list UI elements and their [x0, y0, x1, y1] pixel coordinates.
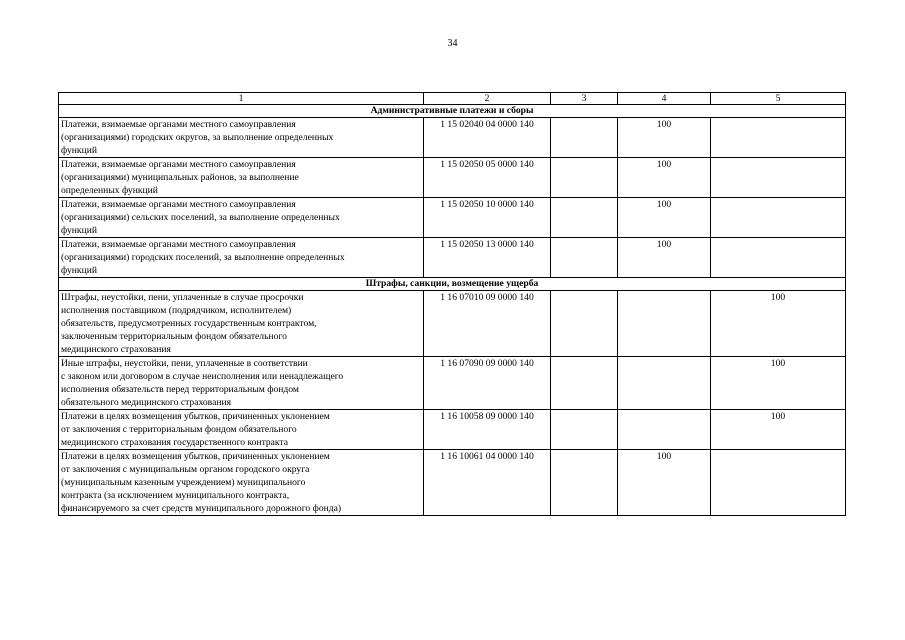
column-header: 2 [424, 93, 551, 105]
budget-code: 1 15 02050 13 0000 140 [424, 238, 551, 278]
table-row [59, 158, 846, 198]
col4-value: 100 [618, 118, 711, 158]
column-header: 3 [551, 93, 618, 105]
budget-code: 1 15 02040 04 0000 140 [424, 118, 551, 158]
col4-value [618, 357, 711, 410]
budget-code: 1 16 07010 09 0000 140 [424, 291, 551, 357]
payment-description: Платежи в целях возмещения убытков, причиненных уклонением от заключения с территориальным фондом обязательного медицинского страхования государственного контракта [59, 410, 424, 450]
page-number: 34 [447, 38, 458, 49]
col3-value [551, 158, 618, 198]
col5-value [711, 450, 846, 516]
col3-value [551, 198, 618, 238]
table-row [59, 198, 846, 238]
col5-value: 100 [711, 291, 846, 357]
table-row [59, 118, 846, 158]
col5-value [711, 158, 846, 198]
budget-code: 1 16 10061 04 0000 140 [424, 450, 551, 516]
budget-code: 1 16 07090 09 0000 140 [424, 357, 551, 410]
col3-value [551, 410, 618, 450]
payment-description: Иные штрафы, неустойки, пени, уплаченные в соответствии с законом или договором в случае неисполнения или ненадлежащего исполнения обязательств перед территориальным фондом обязательного медицинского страхования [59, 357, 424, 410]
payment-description: Платежи, взимаемые органами местного самоуправления (организациями) городских поселений, за выполнение определенных функций [59, 238, 424, 278]
col3-value [551, 450, 618, 516]
col4-value: 100 [618, 158, 711, 198]
col4-value: 100 [618, 450, 711, 516]
column-header: 1 [59, 93, 424, 105]
table-row [59, 410, 846, 450]
payment-description: Штрафы, неустойки, пени, уплаченные в случае просрочки исполнения поставщиком (подрядчиком, исполнителем) обязательств, предусмотренных государственным контрактом, заключенным территориальным фондом обязательного медицинского страхования [59, 291, 424, 357]
col5-value: 100 [711, 357, 846, 410]
table-row [59, 357, 846, 410]
col5-value [711, 118, 846, 158]
revenue-table [58, 92, 846, 516]
section-title: Штрафы, санкции, возмещение ущерба [59, 278, 846, 291]
table-body [59, 93, 846, 516]
budget-code: 1 16 10058 09 0000 140 [424, 410, 551, 450]
payment-description: Платежи, взимаемые органами местного самоуправления (организациями) сельских поселений, за выполнение определенных функций [59, 198, 424, 238]
col5-value [711, 198, 846, 238]
budget-code: 1 15 02050 10 0000 140 [424, 198, 551, 238]
table-row [59, 238, 846, 278]
col3-value [551, 291, 618, 357]
payment-description: Платежи, взимаемые органами местного самоуправления (организациями) городских округов, за выполнение определенных функций [59, 118, 424, 158]
section-title: Административные платежи и сборы [59, 105, 846, 118]
budget-code: 1 15 02050 05 0000 140 [424, 158, 551, 198]
col4-value [618, 410, 711, 450]
col5-value: 100 [711, 410, 846, 450]
table-row [59, 291, 846, 357]
col3-value [551, 357, 618, 410]
section-header-row [59, 278, 846, 291]
section-header-row [59, 105, 846, 118]
payment-description: Платежи, взимаемые органами местного самоуправления (организациями) муниципальных районов, за выполнение определенных функций [59, 158, 424, 198]
col4-value [618, 291, 711, 357]
col5-value [711, 238, 846, 278]
col4-value: 100 [618, 198, 711, 238]
col3-value [551, 238, 618, 278]
payment-description: Платежи в целях возмещения убытков, причиненных уклонением от заключения с муниципальным органом городского округа (муниципальным казенным учреждением) муниципального контракта (за исключением муниципального контракта, финансируемого за счет средств муниципального дорожного фонда) [59, 450, 424, 516]
table-row [59, 450, 846, 516]
column-header-row [59, 93, 846, 105]
col3-value [551, 118, 618, 158]
column-header: 5 [711, 93, 846, 105]
col4-value: 100 [618, 238, 711, 278]
column-header: 4 [618, 93, 711, 105]
